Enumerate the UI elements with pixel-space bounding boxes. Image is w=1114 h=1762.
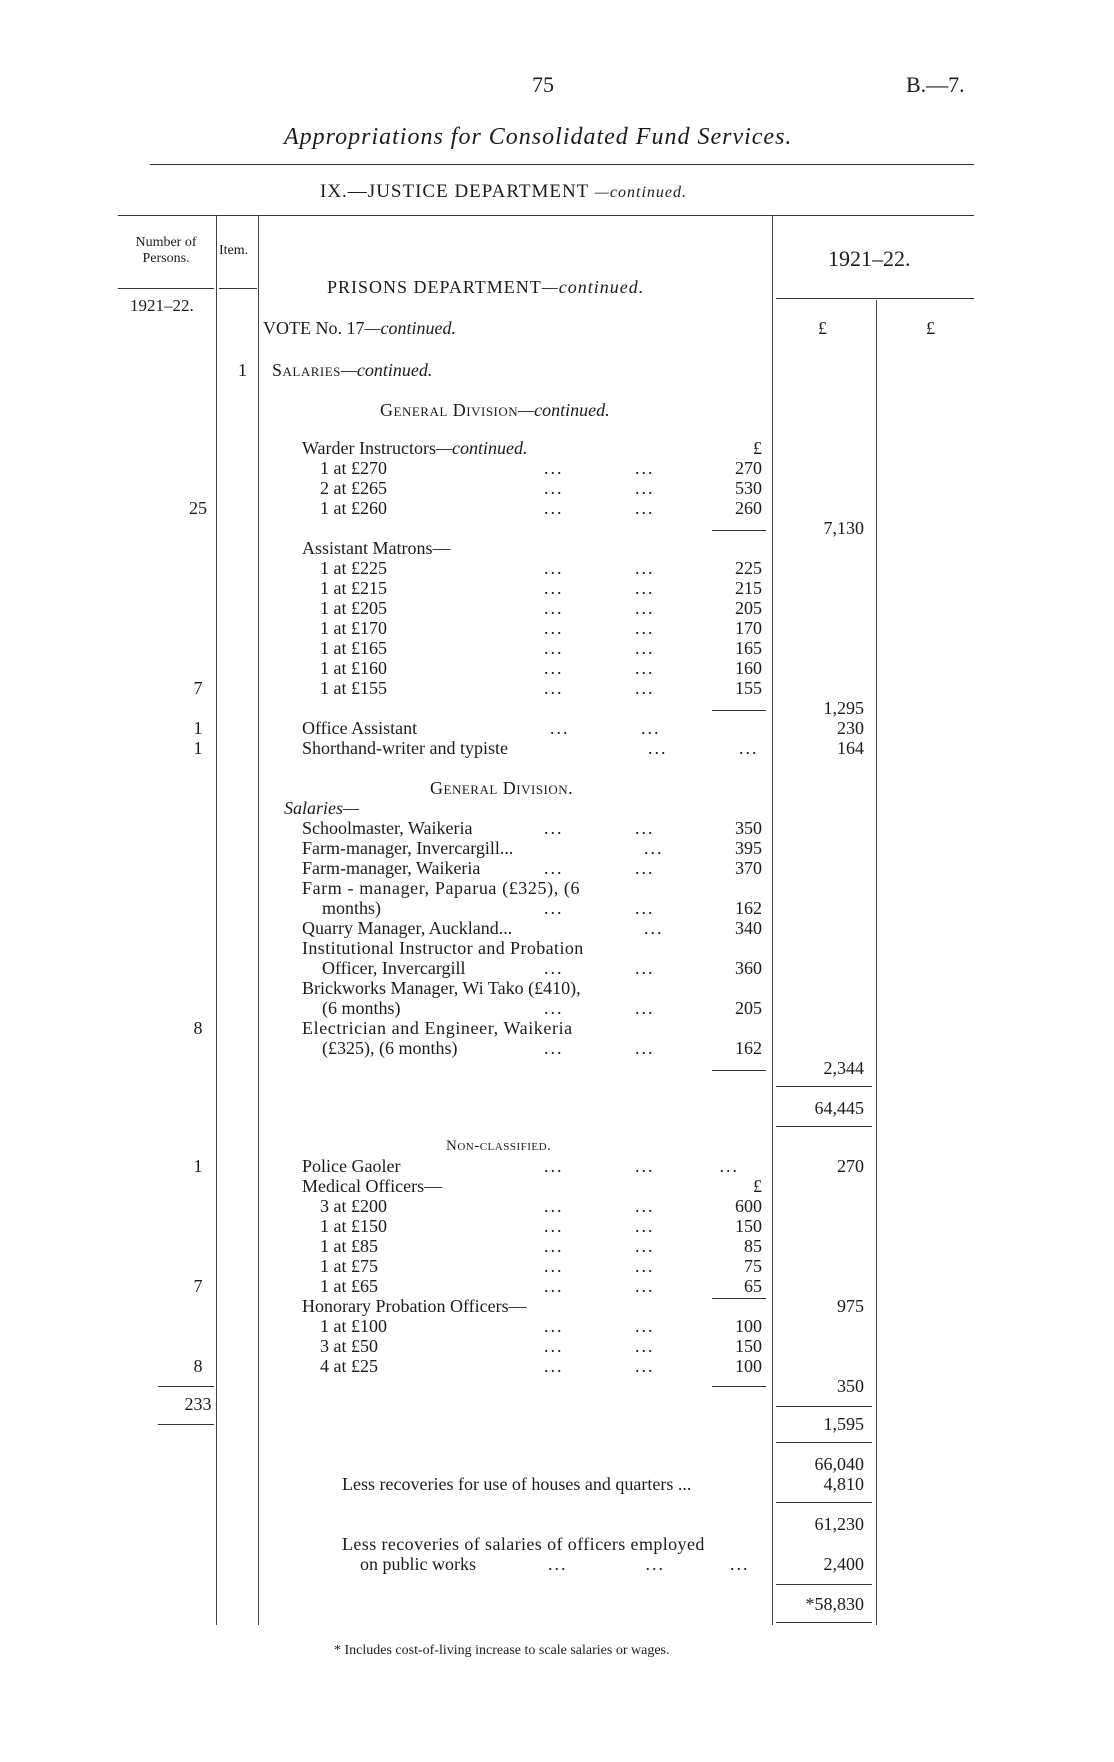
honorary-line-amount: 150 [735, 1336, 762, 1356]
police-amount: 270 [837, 1156, 864, 1176]
matron-line-label: 1 at £225 [320, 558, 387, 578]
medical-line-amount: 65 [744, 1276, 762, 1296]
quarry-leaders: ... [644, 918, 664, 938]
subtotal: 66,040 [814, 1454, 864, 1474]
pound-sign-column-2: £ [926, 318, 935, 338]
salaries-heading [272, 360, 432, 380]
less-houses-amount: 4,810 [823, 1474, 864, 1494]
persons-total-rule-bottom [158, 1424, 214, 1425]
after-houses-total: 61,230 [814, 1514, 864, 1534]
final-total-rule-top [776, 1584, 872, 1585]
quarry-label: Quarry Manager, Auckland... [302, 918, 513, 938]
vote-continued: —continued. [364, 318, 456, 338]
general-division-heading: General Division. [430, 778, 574, 798]
page-number: 75 [532, 72, 554, 97]
brickworks-label-line2: (6 months) [322, 998, 401, 1018]
warder-persons: 25 [189, 498, 207, 518]
warder-continued: —continued. [436, 438, 528, 458]
vote-heading [263, 318, 456, 338]
medical-line-leaders: ... ... [544, 1256, 655, 1276]
honorary-line-leaders: ... ... [544, 1356, 655, 1376]
persons-total-rule-top [158, 1386, 214, 1387]
medical-line-label: 1 at £65 [320, 1276, 378, 1296]
grand-total-rule-bottom [776, 1126, 872, 1127]
section-heading-prisons [327, 277, 644, 297]
farm-paparua-label-line2: months) [322, 898, 382, 918]
final-total-rule-bottom [776, 1622, 872, 1623]
warder-line-amount: 270 [735, 458, 762, 478]
matron-line-label: 1 at £215 [320, 578, 387, 598]
general-division-label: General Division [380, 400, 519, 420]
medical-total: 975 [837, 1296, 864, 1316]
matron-line-amount: 215 [735, 578, 762, 598]
table-top-rule [118, 215, 974, 216]
department-name: IX.—JUSTICE DEPARTMENT [320, 181, 589, 202]
office-assistant-amount: 230 [837, 718, 864, 738]
matron-line-label: 1 at £160 [320, 658, 387, 678]
brickworks-leaders: ... ... [544, 998, 655, 1018]
document-reference: B.—7. [906, 72, 965, 97]
warder-line-leaders: ... ... [544, 458, 655, 478]
medical-line-leaders: ... ... [544, 1236, 655, 1256]
electrician-label-line2: (£325), (6 months) [322, 1038, 458, 1058]
matron-line-leaders: ... ... [544, 638, 655, 658]
shorthand-leaders: ... ... [648, 738, 759, 758]
institutional-label-line2: Officer, Invercargill [322, 958, 466, 978]
institutional-amount: 360 [735, 958, 762, 978]
persons-total: 233 [184, 1394, 212, 1414]
office-assistant-persons: 1 [193, 718, 203, 738]
amount-header-rule [776, 298, 974, 299]
item-header-rule [219, 288, 257, 289]
medical-line-leaders: ... ... [544, 1196, 655, 1216]
farm-paparua-leaders: ... ... [544, 898, 655, 918]
persons-header-rule [118, 288, 214, 289]
matron-line-leaders: ... ... [544, 678, 655, 698]
matrons-total: 1,295 [823, 698, 864, 718]
general-subtotal-rule [712, 1070, 766, 1071]
farm-waikeria-amount: 370 [735, 858, 762, 878]
honorary-line-label: 1 at £100 [320, 1316, 387, 1336]
item-number: 1 [238, 360, 247, 380]
police-label: Police Gaoler [302, 1156, 401, 1176]
honorary-title: Honorary Probation Officers— [302, 1296, 527, 1316]
medical-line-leaders: ... ... [544, 1276, 655, 1296]
medical-pound-sign: £ [753, 1176, 762, 1196]
matron-line-leaders: ... ... [544, 558, 655, 578]
schoolmaster-amount: 350 [735, 818, 762, 838]
honorary-line-label: 3 at £50 [320, 1336, 378, 1356]
medical-line-amount: 85 [744, 1236, 762, 1256]
schoolmaster-label: Schoolmaster, Waikeria [302, 818, 473, 838]
honorary-line-label: 4 at £25 [320, 1356, 378, 1376]
grand-total-rule-top [776, 1086, 872, 1087]
matrons-title: Assistant Matrons— [302, 538, 451, 558]
institutional-leaders: ... ... [544, 958, 655, 978]
honorary-total: 350 [837, 1376, 864, 1396]
farm-invercargill-amount: 395 [735, 838, 762, 858]
shorthand-persons: 1 [193, 738, 203, 758]
medical-line-label: 1 at £150 [320, 1216, 387, 1236]
honorary-line-amount: 100 [735, 1316, 762, 1336]
farm-invercargill-leaders: ... [644, 838, 664, 858]
police-leaders: ... ... ... [544, 1156, 739, 1176]
grand-total: 64,445 [814, 1098, 864, 1118]
medical-title: Medical Officers— [302, 1176, 443, 1196]
electrician-label-line1: Electrician and Engineer, Waikeria [302, 1018, 573, 1038]
warder-line-label: 1 at £270 [320, 458, 387, 478]
police-persons: 1 [193, 1156, 203, 1176]
matron-line-amount: 205 [735, 598, 762, 618]
institutional-label-line1: Institutional Instructor and Probation [302, 938, 584, 958]
nonclassified-total-rule-top [776, 1406, 872, 1407]
medical-subtotal-rule [712, 1298, 766, 1299]
matron-line-leaders: ... ... [544, 598, 655, 618]
electrician-amount: 162 [735, 1038, 762, 1058]
after-houses-rule-top [776, 1502, 872, 1503]
medical-persons: 7 [193, 1276, 203, 1296]
medical-line-label: 1 at £85 [320, 1236, 378, 1256]
honorary-line-amount: 100 [735, 1356, 762, 1376]
general-division-continued-heading [380, 400, 610, 420]
matron-line-leaders: ... ... [544, 658, 655, 678]
nonclassified-total: 1,595 [823, 1414, 864, 1434]
warder-title [302, 438, 528, 458]
electrician-leaders: ... ... [544, 1038, 655, 1058]
less-works-amount: 2,400 [823, 1554, 864, 1574]
schoolmaster-leaders: ... ... [544, 818, 655, 838]
matron-line-amount: 225 [735, 558, 762, 578]
nonclassified-heading: Non-classified. [446, 1138, 552, 1154]
vote-label: VOTE No. 17 [263, 318, 365, 338]
amount-year-header: 1921–22. [828, 246, 911, 271]
warder-pound-sign: £ [753, 438, 762, 458]
amount-column-rule-left [772, 215, 773, 1625]
warder-total: 7,130 [823, 518, 864, 538]
less-works-label-line1: Less recoveries of salaries of officers employed [342, 1534, 705, 1554]
warder-line-leaders: ... ... [544, 498, 655, 518]
matrons-subtotal-rule [712, 710, 766, 711]
matron-line-amount: 165 [735, 638, 762, 658]
persons-column-header: Number of Persons. [135, 235, 197, 266]
title-rule [150, 164, 974, 165]
matron-line-leaders: ... ... [544, 618, 655, 638]
general-persons: 8 [193, 1018, 203, 1038]
medical-line-label: 1 at £75 [320, 1256, 378, 1276]
final-total: *58,830 [805, 1594, 864, 1614]
shorthand-amount: 164 [837, 738, 864, 758]
office-assistant-label: Office Assistant [302, 718, 418, 738]
general-salaries-label: Salaries— [284, 798, 360, 818]
warder-line-leaders: ... ... [544, 478, 655, 498]
prisons-label: PRISONS DEPARTMENT [327, 277, 542, 297]
warder-line-label: 2 at £265 [320, 478, 387, 498]
farm-paparua-amount: 162 [735, 898, 762, 918]
salaries-continued: —continued. [340, 360, 433, 380]
medical-line-amount: 75 [744, 1256, 762, 1276]
matron-line-label: 1 at £205 [320, 598, 387, 618]
less-houses-label: Less recoveries for use of houses and quarters ... [342, 1474, 692, 1494]
farm-invercargill-label: Farm-manager, Invercargill... [302, 838, 514, 858]
matron-line-amount: 170 [735, 618, 762, 638]
honorary-line-leaders: ... ... [544, 1336, 655, 1356]
honorary-persons: 8 [193, 1356, 203, 1376]
farm-paparua-label-line1: Farm - manager, Paparua (£325), (6 [302, 878, 581, 898]
farm-waikeria-leaders: ... ... [544, 858, 655, 878]
less-works-leaders: ... ... ... [548, 1554, 750, 1574]
warder-label: Warder Instructors [302, 438, 436, 458]
shorthand-label: Shorthand-writer and typiste [302, 738, 508, 758]
medical-line-amount: 600 [735, 1196, 762, 1216]
office-assistant-leaders: ... ... [550, 718, 661, 738]
medical-line-label: 3 at £200 [320, 1196, 387, 1216]
footnote: * Includes cost-of-living increase to scale salaries or wages. [334, 1643, 670, 1658]
matron-line-label: 1 at £155 [320, 678, 387, 698]
matron-line-amount: 160 [735, 658, 762, 678]
warder-line-label: 1 at £260 [320, 498, 387, 518]
nonclassified-total-rule-bottom [776, 1442, 872, 1443]
matron-line-label: 1 at £170 [320, 618, 387, 638]
salaries-label: Salaries [272, 360, 341, 380]
matrons-persons: 7 [193, 678, 203, 698]
page-title: Appropriations for Consolidated Fund Services. [284, 124, 793, 150]
quarry-amount: 340 [735, 918, 762, 938]
honorary-subtotal-rule [712, 1386, 766, 1387]
brickworks-amount: 205 [735, 998, 762, 1018]
matron-line-label: 1 at £165 [320, 638, 387, 658]
farm-waikeria-label: Farm-manager, Waikeria [302, 858, 481, 878]
pound-sign-column-1: £ [818, 318, 827, 338]
medical-line-leaders: ... ... [544, 1216, 655, 1236]
matron-line-amount: 155 [735, 678, 762, 698]
persons-year-header: 1921–22. [130, 296, 194, 315]
department-continued: —continued. [594, 184, 688, 201]
warder-subtotal-rule [712, 530, 766, 531]
medical-line-amount: 150 [735, 1216, 762, 1236]
department-heading [320, 181, 687, 203]
matron-line-leaders: ... ... [544, 578, 655, 598]
warder-line-amount: 530 [735, 478, 762, 498]
item-column-header: Item. [219, 243, 249, 258]
prisons-continued: —continued. [541, 277, 645, 297]
item-column-rule [258, 215, 259, 1625]
less-works-label-line2: on public works [360, 1554, 476, 1574]
general-total: 2,344 [823, 1058, 864, 1078]
honorary-line-leaders: ... ... [544, 1316, 655, 1336]
brickworks-label-line1: Brickworks Manager, Wi Tako (£410), [302, 978, 581, 998]
general-division-continued: —continued. [518, 400, 610, 420]
amount-column-rule-mid [876, 300, 877, 1625]
warder-line-amount: 260 [735, 498, 762, 518]
